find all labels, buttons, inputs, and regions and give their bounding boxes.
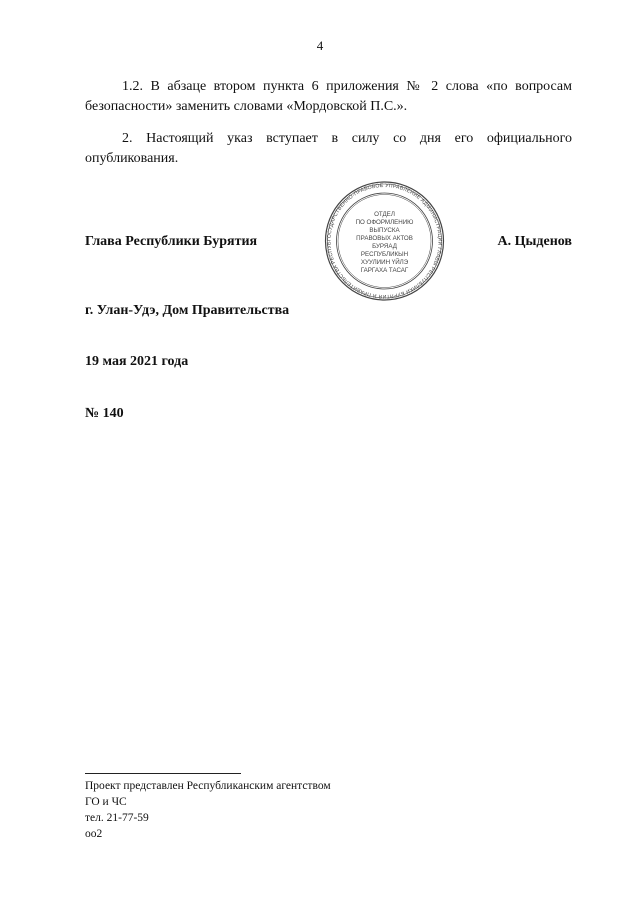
signing-place: г. Улан-Удэ, Дом Правительства (85, 303, 290, 318)
footnote-line: Проект представлен Республиканским агентством (85, 780, 331, 792)
seal-line: ОТДЕЛ (374, 211, 395, 218)
seal-line: ПО ОФОРМЛЕНИЮ (355, 219, 414, 226)
seal-inner-text (356, 211, 414, 274)
official-seal-stamp (318, 181, 451, 301)
paragraph-2: 2. Настоящий указ вступает в силу со дня его официального опубликования. (85, 131, 572, 166)
seal-line: ХУУЛИИН ҮЙЛЭ (360, 259, 409, 266)
seal-line: ГАРГАХА ТАСАГ (360, 267, 409, 274)
seal-ring-text-path: ГОСУДАРСТВЕННО-ПРАВОВОЕ УПРАВЛЕНИЕ АДМИНИСТРАЦИИ ГЛАВЫ РЕСПУБЛИКИ БУРЯТИЯ И ПРАВИТЕЛЬСТВА РЕСПУБ (326, 182, 443, 300)
footnote-divider (85, 773, 241, 774)
seal-line: ПРАВОВЫХ АКТОВ (356, 235, 413, 242)
decree-number: № 140 (85, 406, 124, 421)
footnote-line: тел. 21-77-59 (85, 812, 149, 824)
seal-line: ВЫПУСКА (369, 227, 400, 234)
seal-line: БУРЯАД (372, 243, 397, 250)
signatory-title: Глава Республики Бурятия (85, 234, 258, 249)
signatory-name: А. Цыденов (497, 234, 572, 249)
footnote-line: оо2 (85, 828, 103, 840)
page-number: 4 (316, 38, 324, 53)
footnote-line: ГО и ЧС (85, 796, 127, 808)
paragraph-1-2: 1.2. В абзаце втором пункта 6 приложения № 2 слова «по вопросам безопасности» заменить словами «Мордовской П.С.». (85, 79, 572, 114)
signing-date: 19 мая 2021 года (85, 354, 189, 369)
footnote (85, 778, 331, 842)
seal-line: РЕСПУБЛИКЫН (360, 251, 409, 258)
